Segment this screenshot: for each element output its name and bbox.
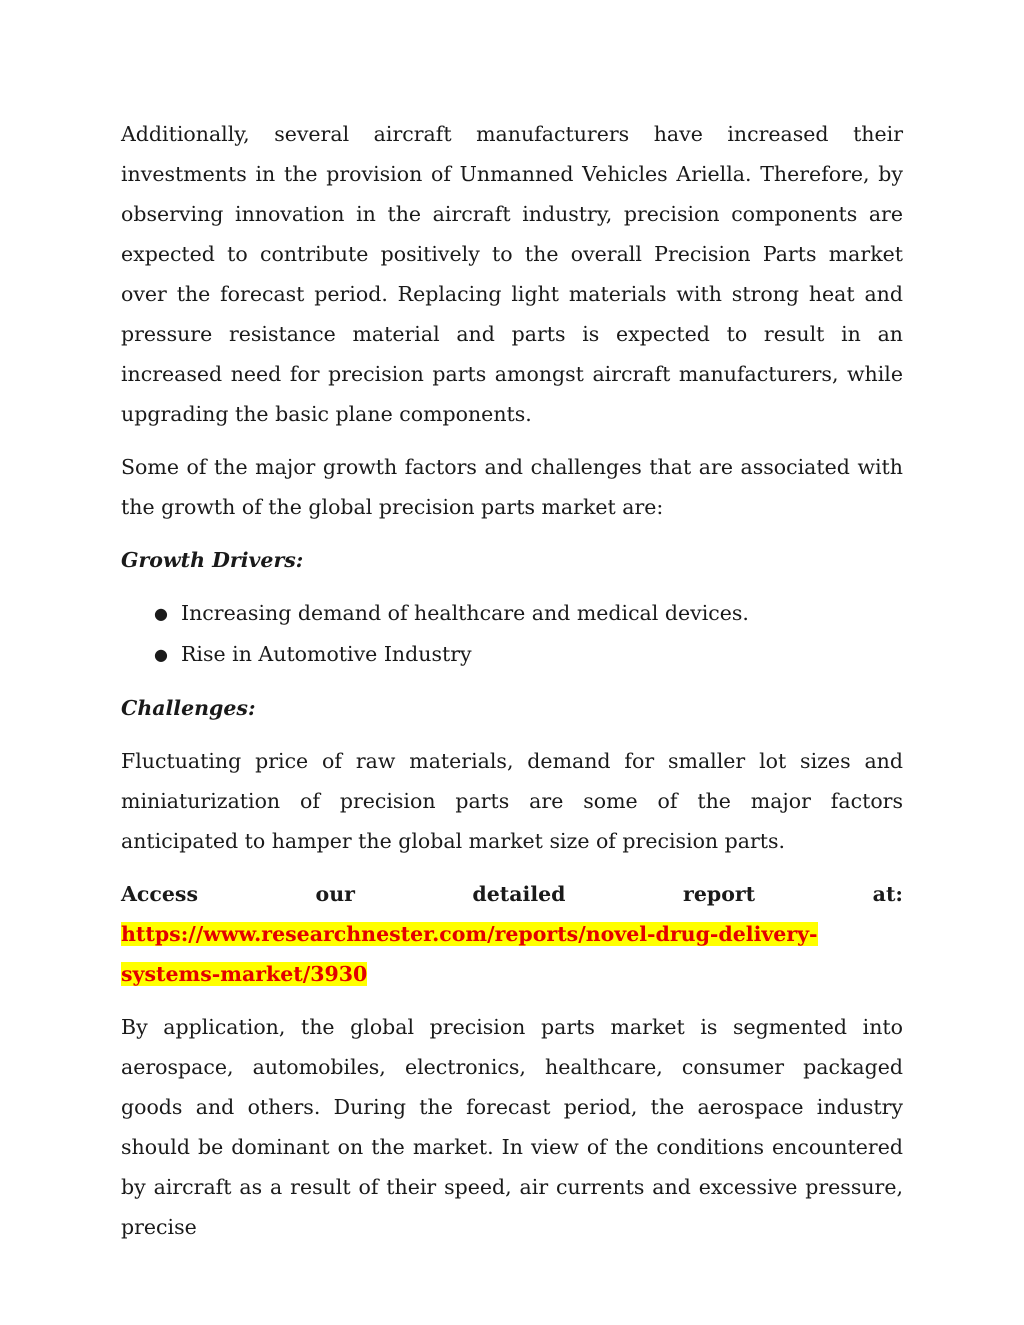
factors-intro-paragraph: Some of the major growth factors and challenges that are associated with the growth of the global precision parts market are: (121, 455, 903, 519)
list-item (121, 593, 903, 634)
bullet-dot-icon: ● (154, 604, 168, 623)
access-word: detailed (472, 882, 566, 906)
growth-drivers-heading: Growth Drivers: (121, 548, 304, 572)
access-word: Access (121, 882, 198, 906)
report-link-block (121, 914, 903, 994)
access-word: at: (872, 882, 903, 906)
access-word: report (683, 882, 756, 906)
bullet-dot-icon: ● (154, 645, 168, 664)
document-page (121, 114, 903, 1247)
report-link-line-2[interactable]: systems-market/3930 (121, 962, 368, 986)
list-item (121, 634, 903, 675)
access-report-line (121, 874, 903, 914)
challenges-paragraph: Fluctuating price of raw materials, demand for smaller lot sizes and miniaturization of precision parts are some of the major factors anticipated to hamper the global market size of precision parts. (121, 749, 903, 853)
list-item-text: Increasing demand of healthcare and medical devices. (181, 601, 749, 625)
growth-drivers-list (121, 593, 903, 675)
application-paragraph: By application, the global precision parts market is segmented into aerospace, automobiles, electronics, healthcare, consumer packaged goods and others. During the forecast period, the aerospace industry should be dominant on the market. In view of the conditions encountered by aircraft as a result of their speed, air currents and excessive pressure, precise (121, 1015, 903, 1239)
challenges-heading: Challenges: (121, 696, 256, 720)
list-item-text: Rise in Automotive Industry (181, 642, 472, 666)
access-word: our (315, 882, 355, 906)
report-link-line-1[interactable]: https://www.researchnester.com/reports/novel-drug-delivery- (121, 922, 818, 946)
intro-paragraph: Additionally, several aircraft manufacturers have increased their investments in the provision of Unmanned Vehicles Ariella. Therefore, by observing innovation in the aircraft industry, precision components are expected to contribute positively to the overall Precision Parts market over the forecast period. Replacing light materials with strong heat and pressure resistance material and parts is expected to result in an increased need for precision parts amongst aircraft manufacturers, while upgrading the basic plane components. (121, 122, 903, 426)
